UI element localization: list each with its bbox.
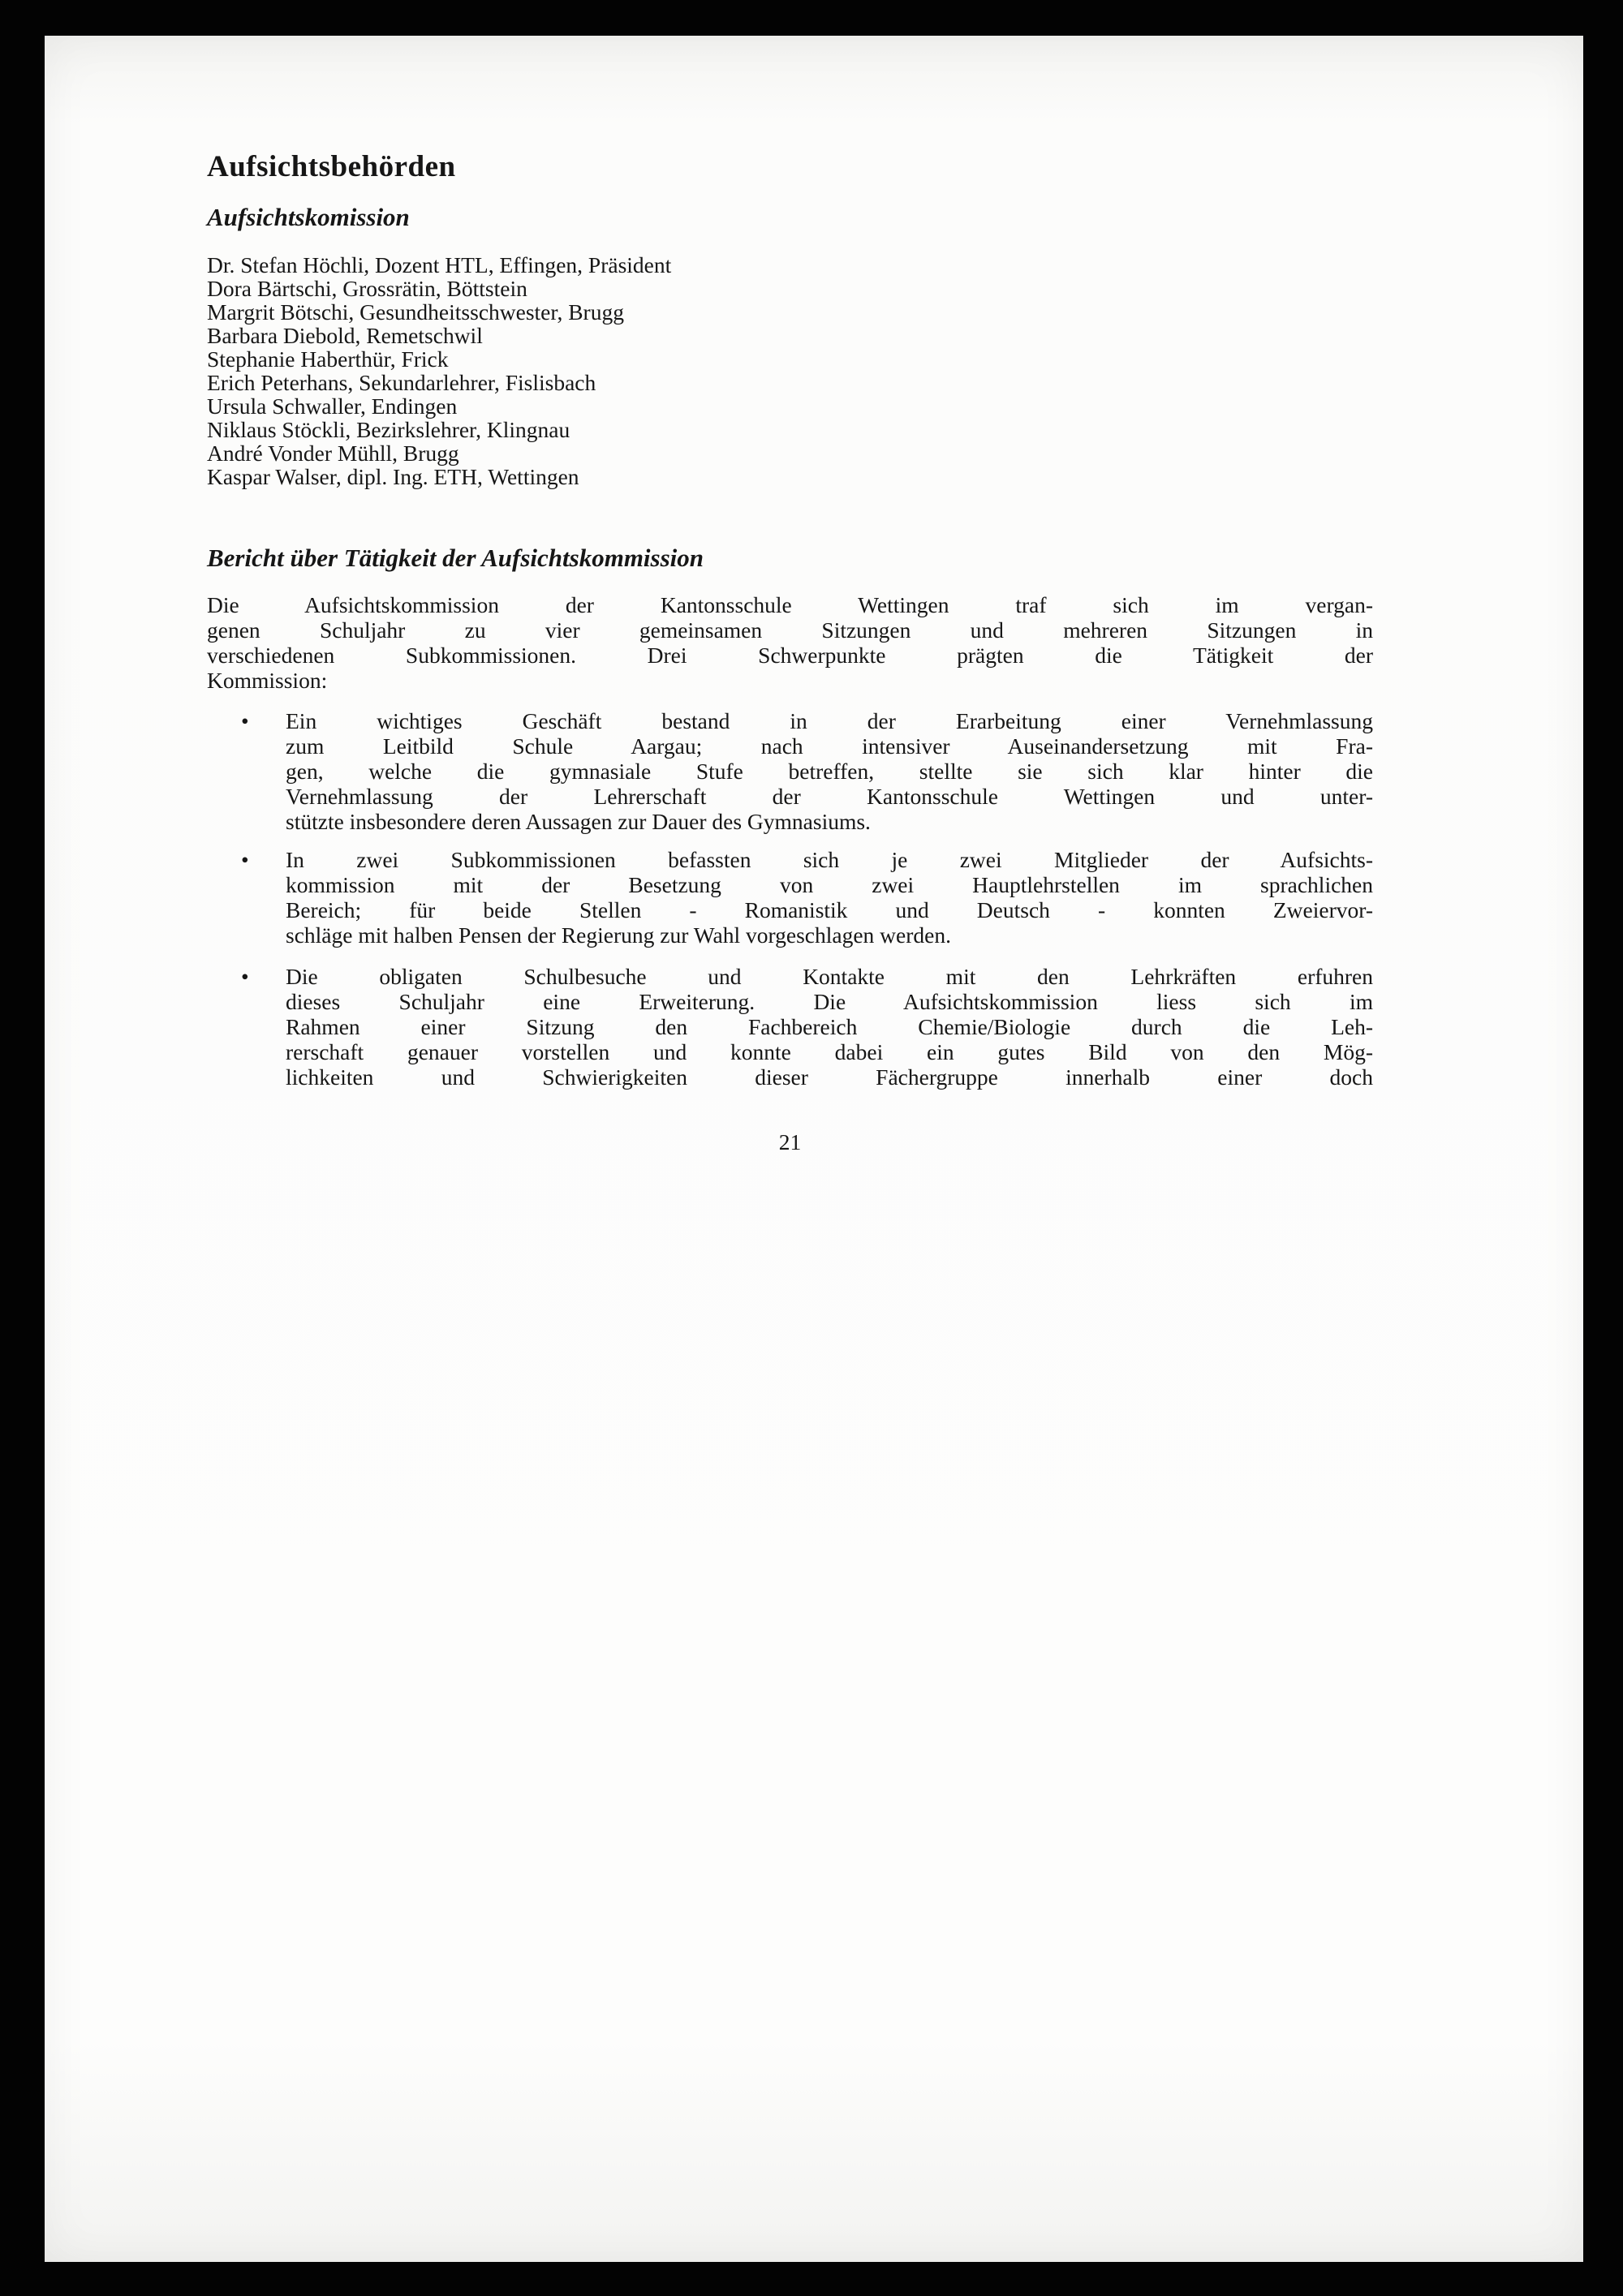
paragraph-line: In zwei Subkommissionen befassten sich je zwei Mitglieder der Aufsichts- <box>286 847 1373 872</box>
report-intro-paragraph <box>207 592 1373 693</box>
committee-member: Ursula Schwaller, Endingen <box>207 393 458 419</box>
committee-member: Kaspar Walser, dipl. Ing. ETH, Wettingen <box>207 464 579 489</box>
document-page <box>45 36 1583 2262</box>
paragraph-line: verschiedenen Subkommissionen. Drei Schwerpunkte prägten die Tätigkeit der <box>207 643 1373 668</box>
bullet-item <box>207 708 1373 834</box>
committee-member: André Vonder Mühll, Brugg <box>207 441 459 466</box>
page-title: Aufsichtsbehörden <box>207 150 456 183</box>
paragraph-line: lichkeiten und Schwierigkeiten dieser Fächergruppe innerhalb einer doch <box>286 1064 1373 1090</box>
paragraph-line: dieses Schuljahr eine Erweiterung. Die Aufsichtskommission liess sich im <box>286 989 1373 1014</box>
bullet-item <box>207 847 1373 948</box>
bullet-text <box>286 708 1373 834</box>
paragraph-line: stützte insbesondere deren Aussagen zur Dauer des Gymnasiums. <box>286 809 871 834</box>
paragraph-line: Die obligaten Schulbesuche und Kontakte mit den Lehrkräften erfuhren <box>286 964 1373 989</box>
bullet-text <box>286 964 1373 1090</box>
paragraph-line: Vernehmlassung der Lehrerschaft der Kantonsschule Wettingen und unter- <box>286 784 1373 809</box>
committee-member: Stephanie Haberthür, Frick <box>207 346 449 372</box>
bullet-icon: • <box>241 847 249 872</box>
report-section-title: Bericht über Tätigkeit der Aufsichtskommission <box>207 544 704 572</box>
committee-member: Erich Peterhans, Sekundarlehrer, Fislisbach <box>207 370 596 395</box>
paragraph-line: Die Aufsichtskommission der Kantonsschule Wettingen traf sich im vergan- <box>207 592 1373 617</box>
paragraph-line: rerschaft genauer vorstellen und konnte dabei ein gutes Bild von den Mög- <box>286 1039 1373 1064</box>
committee-member: Dora Bärtschi, Grossrätin, Böttstein <box>207 276 527 301</box>
committee-member: Niklaus Stöckli, Bezirkslehrer, Klingnau <box>207 417 570 442</box>
paragraph-line: Ein wichtiges Geschäft bestand in der Erarbeitung einer Vernehmlassung <box>286 708 1373 733</box>
committee-member: Dr. Stefan Höchli, Dozent HTL, Effingen, Präsident <box>207 252 672 277</box>
paragraph-line: schläge mit halben Pensen der Regierung zur Wahl vorgeschlagen werden. <box>286 922 951 948</box>
paragraph-line: Bereich; für beide Stellen - Romanistik und Deutsch - konnten Zweiervor- <box>286 897 1373 922</box>
bullet-item <box>207 964 1373 1090</box>
page-number: 21 <box>778 1129 802 1154</box>
paragraph-line: genen Schuljahr zu vier gemeinsamen Sitzungen und mehreren Sitzungen in <box>207 617 1373 643</box>
bullet-text <box>286 847 1373 948</box>
committee-member-list <box>207 253 1373 488</box>
paragraph-line: Rahmen einer Sitzung den Fachbereich Chemie/Biologie durch die Leh- <box>286 1014 1373 1039</box>
paragraph-line: kommission mit der Besetzung von zwei Hauptlehrstellen im sprachlichen <box>286 872 1373 897</box>
committee-member: Margrit Bötschi, Gesundheitsschwester, Brugg <box>207 299 624 325</box>
paragraph-line: Kommission: <box>207 668 328 693</box>
committee-member: Barbara Diebold, Remetschwil <box>207 323 483 348</box>
committee-section-title: Aufsichtskomission <box>207 203 410 231</box>
bullet-icon: • <box>241 964 249 989</box>
paragraph-line: zum Leitbild Schule Aargau; nach intensiver Auseinandersetzung mit Fra- <box>286 733 1373 759</box>
bullet-icon: • <box>241 708 249 733</box>
paragraph-line: gen, welche die gymnasiale Stufe betreffen, stellte sie sich klar hinter die <box>286 759 1373 784</box>
